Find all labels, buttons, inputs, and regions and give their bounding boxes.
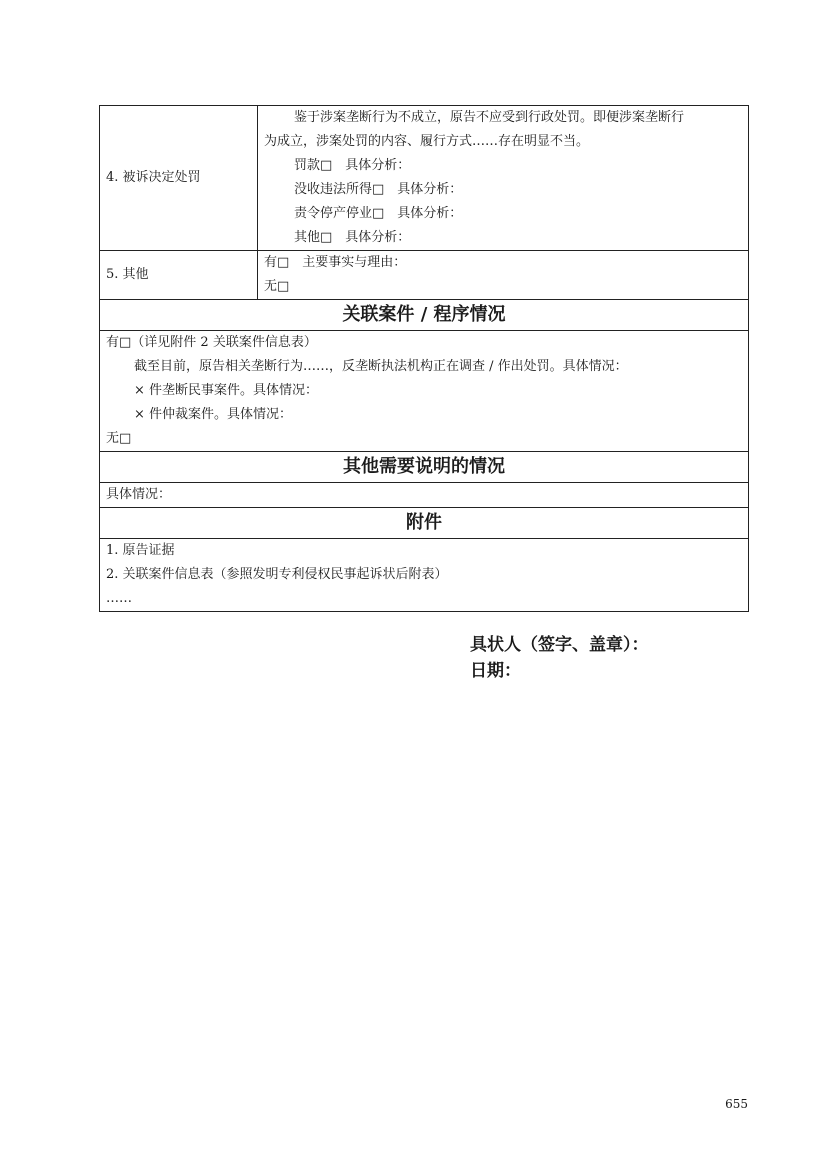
- penalty-text-line2: 为成立，涉案处罚的内容、履行方式……存在明显不当。: [264, 134, 590, 149]
- related-no-checkbox[interactable]: 无□: [106, 431, 132, 446]
- attachment-item: 1. 原告证据: [106, 543, 175, 558]
- complaint-form: [99, 105, 749, 612]
- related-line-investigation: 截至目前，原告相关垄断行为……，反垄断执法机构正在调查 / 作出处罚。具体情况：: [134, 359, 628, 374]
- penalty-item-fine[interactable]: 罚款□ 具体分析：: [294, 158, 411, 173]
- penalty-text-line1: 鉴于涉案垄断行为不成立，原告不应受到行政处罚。即便涉案垄断行: [294, 110, 685, 125]
- penalty-item-suspension[interactable]: 责令停产停业□ 具体分析：: [294, 206, 463, 221]
- section-title-notes: 其他需要说明的情况: [100, 452, 749, 483]
- other-content: [258, 251, 749, 300]
- penalty-item-other[interactable]: 其他□ 具体分析：: [294, 230, 411, 245]
- form-table: [99, 105, 749, 612]
- row-other: [100, 251, 749, 300]
- other-yes-checkbox[interactable]: 有□ 主要事实与理由：: [264, 255, 407, 270]
- signer-label: 具状人（签字、盖章）：: [470, 635, 649, 655]
- attachment-item: 2. 关联案件信息表（参照发明专利侵权民事起诉状后附表）: [106, 567, 448, 582]
- page-number: 655: [725, 1097, 748, 1111]
- related-yes-checkbox[interactable]: 有□（详见附件 2 关联案件信息表）: [106, 335, 317, 350]
- row-penalty-decision: [100, 106, 749, 251]
- penalty-item-confiscation[interactable]: 没收违法所得□ 具体分析：: [294, 182, 463, 197]
- section-header-notes: [100, 452, 749, 483]
- attachments-content: [100, 539, 749, 612]
- section-header-related: [100, 300, 749, 331]
- date-label: 日期：: [470, 661, 521, 681]
- related-line-civil: × 件垄断民事案件。具体情况：: [134, 383, 319, 398]
- notes-content: 具体情况：: [100, 483, 749, 508]
- row-attachments-content: [100, 539, 749, 612]
- section-header-attachments: [100, 508, 749, 539]
- related-line-arbitration: × 件仲裁案件。具体情况：: [134, 407, 293, 422]
- other-no-checkbox[interactable]: 无□: [264, 279, 290, 294]
- section-title-related: 关联案件 / 程序情况: [100, 300, 749, 331]
- attachment-item: ……: [106, 591, 132, 606]
- related-content: [100, 331, 749, 452]
- row-label-penalty: 4. 被诉决定处罚: [100, 106, 258, 251]
- penalty-content: [258, 106, 749, 251]
- row-related-content: [100, 331, 749, 452]
- signature-block: [470, 632, 649, 684]
- section-title-attachments: 附件: [100, 508, 749, 539]
- row-notes-content: [100, 483, 749, 508]
- row-label-other: 5. 其他: [100, 251, 258, 300]
